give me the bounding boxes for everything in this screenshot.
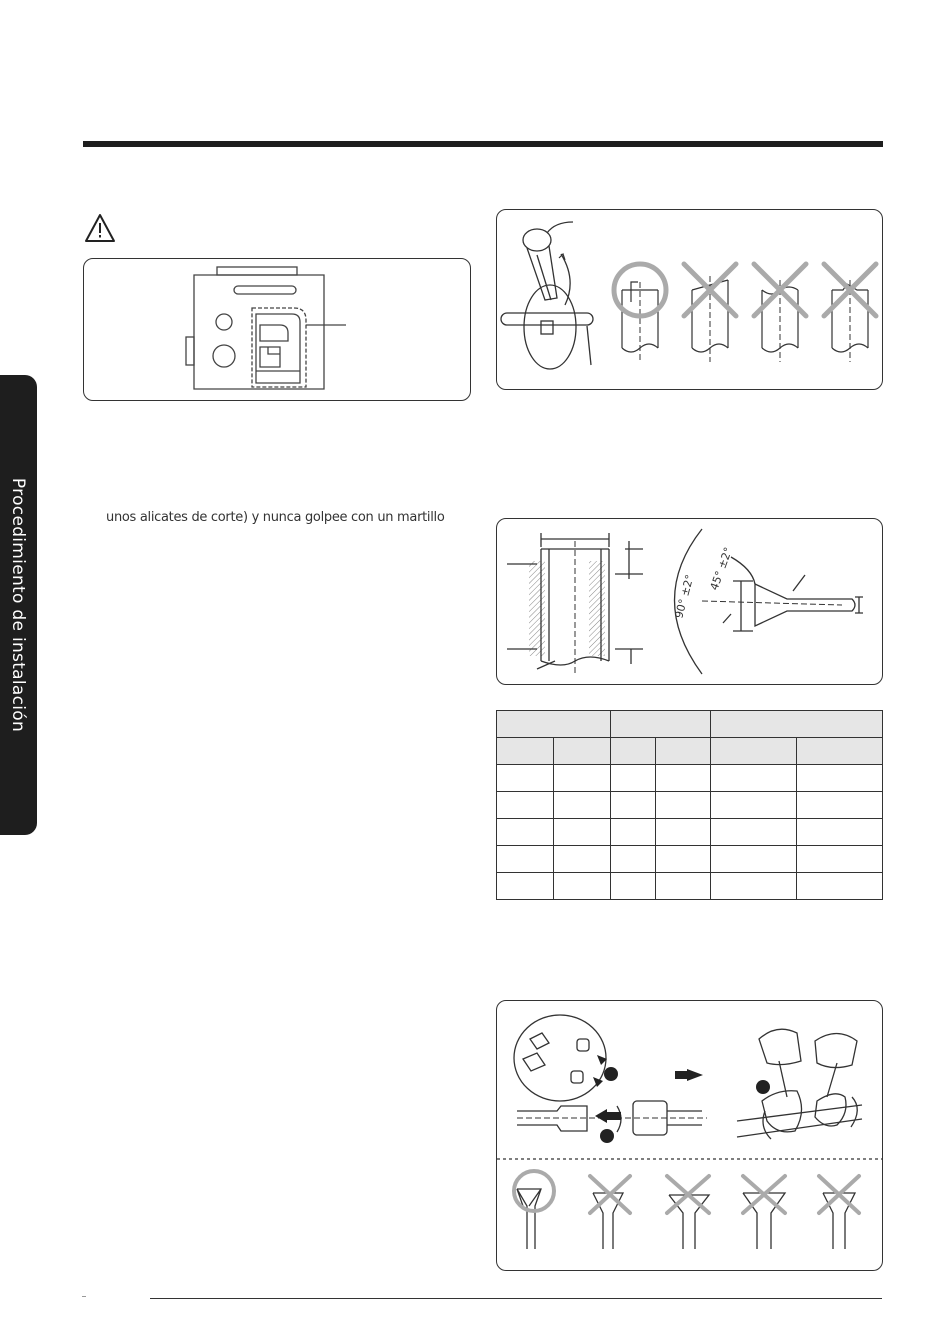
table-header-cell <box>711 738 797 765</box>
table-header-cell <box>611 711 711 738</box>
pipe-cutter-illustration <box>497 210 882 389</box>
flare-dimensions-figure <box>496 518 883 685</box>
connection-illustration <box>497 1001 882 1270</box>
flare-tool-illustration <box>497 519 882 684</box>
table-header-cell <box>497 711 611 738</box>
pipe-cutting-figure <box>496 209 883 390</box>
footer-rule <box>150 1298 882 1299</box>
table-header-row <box>497 711 883 738</box>
table-header-cell <box>611 738 656 765</box>
correct-mark <box>514 1171 554 1211</box>
table-row <box>497 765 883 792</box>
table-row <box>497 792 883 819</box>
section-tab-label: Procedimiento de instalación <box>8 477 28 733</box>
flare-angle-outer: 90° ±2° <box>672 573 697 620</box>
page-number-marker <box>82 1296 86 1297</box>
table-header-cell <box>711 711 883 738</box>
pipe-connection-figure <box>496 1000 883 1271</box>
warning-triangle-icon <box>84 213 116 243</box>
unit-panel-figure <box>83 258 471 401</box>
table-header-cell <box>656 738 711 765</box>
body-text-line: unos alicates de corte) y nunca golpee con un martillo <box>106 510 445 525</box>
table-row <box>497 819 883 846</box>
table-subheader-row <box>497 738 883 765</box>
table-row <box>497 846 883 873</box>
table-header-cell <box>497 738 554 765</box>
flare-spec-table <box>496 710 883 900</box>
unit-illustration <box>84 259 470 400</box>
flare-angle-inner: 45° ±2° <box>707 545 736 593</box>
header-rule <box>83 141 883 147</box>
table-header-cell <box>554 738 611 765</box>
table-row <box>497 873 883 900</box>
table-header-cell <box>797 738 883 765</box>
